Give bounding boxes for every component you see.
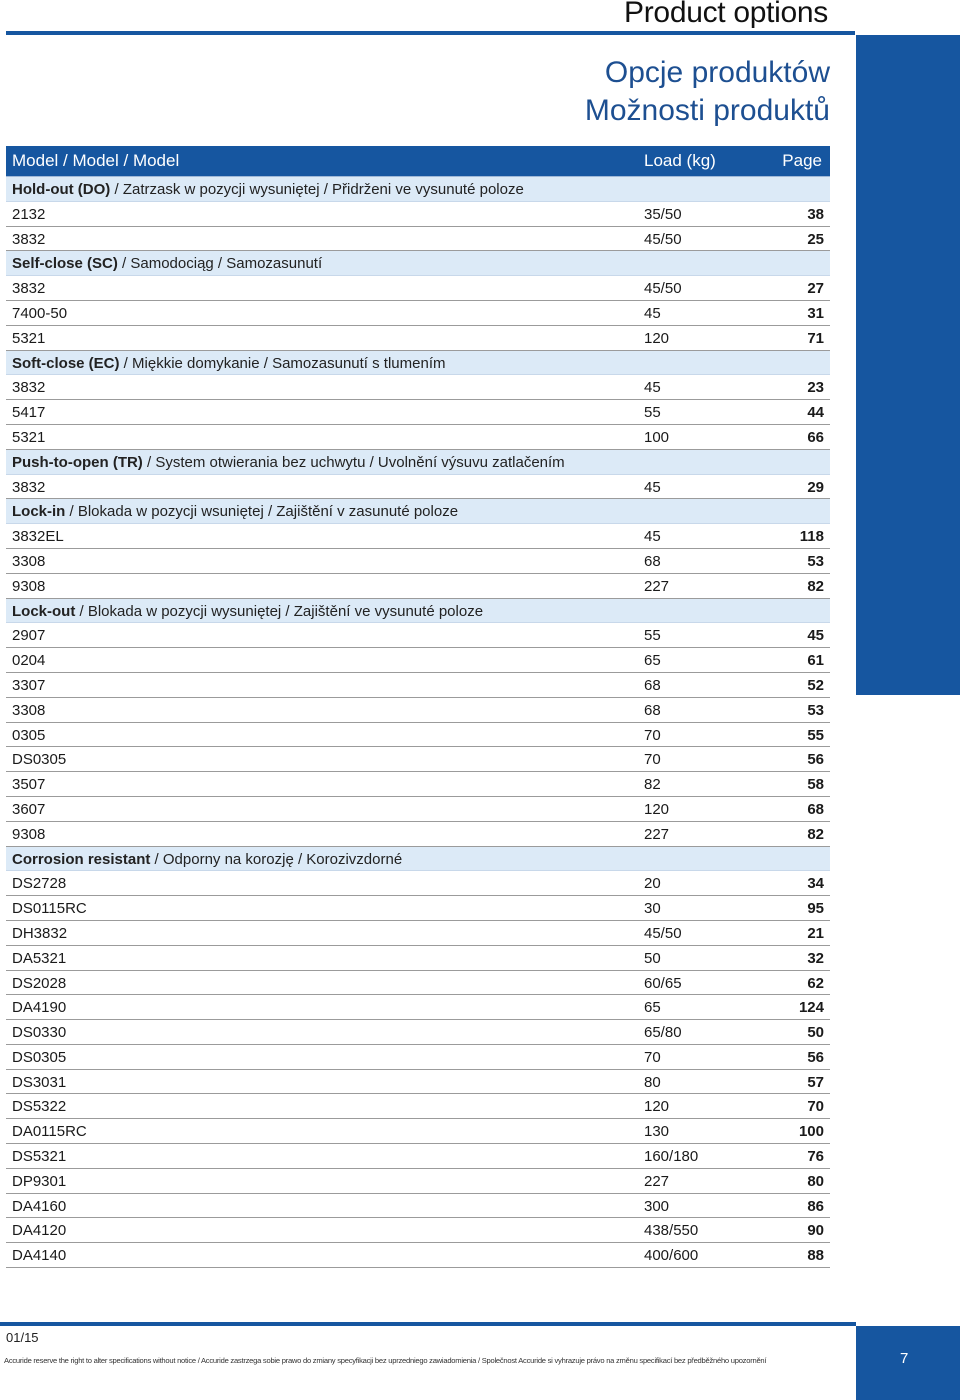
table-row	[6, 202, 830, 227]
page-cell: 21	[807, 924, 824, 942]
page-cell: 95	[807, 900, 824, 918]
model-cell: DS5321	[12, 1148, 67, 1166]
model-cell: 0204	[12, 652, 46, 670]
table-row	[6, 326, 830, 351]
load-cell: 120	[644, 329, 670, 347]
table-row	[6, 921, 830, 946]
load-cell: 160/180	[644, 1148, 699, 1166]
category-row	[6, 177, 830, 202]
page-cell: 44	[807, 404, 824, 422]
header-rule	[6, 31, 855, 35]
table-row	[6, 723, 830, 748]
category-label	[12, 355, 445, 372]
load-cell: 45/50	[644, 924, 682, 942]
table-row	[6, 971, 830, 996]
load-cell: 45	[644, 478, 661, 496]
table-row	[6, 797, 830, 822]
page-cell: 25	[807, 230, 824, 248]
category-row	[6, 251, 830, 276]
model-cell: 7400-50	[12, 304, 68, 322]
load-cell: 45	[644, 528, 661, 546]
page-cell: 76	[807, 1148, 824, 1166]
table-row	[6, 772, 830, 797]
page-cell: 124	[798, 999, 824, 1017]
table-row	[6, 1218, 830, 1243]
table-row	[6, 475, 830, 500]
load-cell: 227	[644, 825, 670, 843]
model-cell: 0305	[12, 726, 46, 744]
page-cell: 38	[807, 205, 824, 223]
load-cell: 20	[644, 875, 661, 893]
model-cell: 3832	[12, 230, 46, 248]
table-row	[6, 995, 830, 1020]
page-cell: 56	[807, 1048, 824, 1066]
model-cell: 2907	[12, 627, 46, 645]
table-row	[6, 1194, 830, 1219]
category-label	[12, 454, 565, 471]
page-cell: 71	[807, 329, 824, 347]
load-cell: 45	[644, 379, 661, 397]
load-cell: 100	[644, 428, 670, 446]
load-cell: 70	[644, 751, 661, 769]
category-label	[12, 181, 524, 198]
model-cell: 3832	[12, 478, 46, 496]
model-cell: 9308	[12, 577, 46, 595]
table-row	[6, 375, 830, 400]
table-row	[6, 673, 830, 698]
page-cell: 86	[807, 1197, 824, 1215]
column-header-load: Load (kg)	[644, 151, 716, 170]
table-row	[6, 574, 830, 599]
page-cell: 53	[807, 552, 824, 570]
table-row	[6, 698, 830, 723]
page-cell: 27	[807, 280, 824, 298]
model-cell: DA4140	[12, 1247, 67, 1265]
model-cell: 3308	[12, 552, 46, 570]
load-cell: 45/50	[644, 230, 682, 248]
model-cell: DA4160	[12, 1197, 67, 1215]
load-cell: 227	[644, 577, 670, 595]
category-name: Soft-close (EC)	[12, 354, 120, 372]
table-body	[6, 177, 830, 1268]
page-cell: 62	[807, 974, 824, 992]
model-cell: 5321	[12, 329, 46, 347]
product-options-table	[6, 146, 830, 1268]
page-cell: 32	[807, 949, 824, 967]
load-cell: 30	[644, 900, 661, 918]
model-cell: DA4190	[12, 999, 67, 1017]
model-cell: DS3031	[12, 1073, 67, 1091]
category-translations: / Samodociąg / Samozasunutí	[117, 255, 323, 273]
page-cell: 29	[807, 478, 824, 496]
page-cell: 70	[807, 1098, 824, 1116]
category-row	[6, 599, 830, 624]
category-translations: / Blokada w pozycji wsuniętej / Zajištění v zasunuté poloze	[65, 503, 459, 521]
table-row	[6, 1144, 830, 1169]
category-row	[6, 450, 830, 475]
page-cell: 50	[807, 1024, 824, 1042]
category-translations: / Blokada w pozycji wysuniętej / Zajištění ve vysunuté poloze	[75, 602, 484, 620]
category-translations: / Miękkie domykanie / Samozasunutí s tlumením	[119, 354, 446, 372]
load-cell: 82	[644, 776, 661, 794]
load-cell: 227	[644, 1172, 670, 1190]
page-cell: 53	[807, 701, 824, 719]
category-label	[12, 503, 458, 520]
page-cell: 45	[807, 627, 824, 645]
category-name: Corrosion resistant	[12, 850, 151, 868]
model-cell: 3308	[12, 701, 46, 719]
load-cell: 65	[644, 999, 661, 1017]
page-cell: 118	[799, 528, 824, 546]
page-cell: 58	[807, 776, 824, 794]
table-row	[6, 549, 830, 574]
load-cell: 80	[644, 1073, 661, 1091]
category-row	[6, 499, 830, 524]
page-title: Product options	[624, 0, 828, 29]
table-row	[6, 946, 830, 971]
model-cell: 5417	[12, 404, 46, 422]
category-name: Hold-out (DO)	[12, 181, 111, 198]
category-translations: / Zatrzask w pozycji wysuniętej / Přidrženi ve vysunuté poloze	[110, 181, 524, 198]
table-row	[6, 822, 830, 847]
category-translations: / Odporny na korozję / Korozivzdorné	[150, 850, 403, 868]
load-cell: 65	[644, 652, 661, 670]
table-row	[6, 1119, 830, 1144]
table-row	[6, 1045, 830, 1070]
model-cell: DS2028	[12, 974, 67, 992]
page-cell: 52	[807, 676, 824, 694]
model-cell: DH3832	[12, 924, 68, 942]
column-header-model: Model / Model / Model	[12, 151, 180, 170]
category-row	[6, 847, 830, 872]
table-row	[6, 1094, 830, 1119]
model-cell: 3307	[12, 676, 46, 694]
page-number: 7	[900, 1350, 909, 1367]
table-row	[6, 648, 830, 673]
model-cell: 5321	[12, 428, 46, 446]
page-cell: 55	[807, 726, 824, 744]
model-cell: 3507	[12, 776, 46, 794]
model-cell: 3832	[12, 280, 46, 298]
model-cell: 3832	[12, 379, 46, 397]
page-cell: 80	[807, 1172, 824, 1190]
load-cell: 68	[644, 701, 661, 719]
page-cell: 100	[798, 1123, 824, 1141]
table-row	[6, 1243, 830, 1268]
table-row	[6, 747, 830, 772]
category-row	[6, 351, 830, 376]
page-cell: 88	[807, 1247, 824, 1265]
load-cell: 300	[644, 1197, 670, 1215]
load-cell: 68	[644, 552, 661, 570]
category-label	[12, 603, 483, 620]
category-label	[12, 851, 402, 868]
table-row	[6, 1020, 830, 1045]
load-cell: 70	[644, 726, 661, 744]
model-cell: DS0330	[12, 1024, 67, 1042]
model-cell: DA0115RC	[12, 1123, 87, 1141]
subtitle-block	[585, 54, 830, 130]
model-cell: DS2728	[12, 875, 67, 893]
load-cell: 55	[644, 627, 661, 645]
table-header	[6, 146, 830, 177]
load-cell: 130	[644, 1123, 670, 1141]
model-cell: 3832EL	[12, 528, 64, 546]
load-cell: 55	[644, 404, 661, 422]
page-cell: 68	[807, 800, 824, 818]
category-name: Lock-in	[12, 503, 66, 521]
table-row	[6, 425, 830, 450]
page-cell: 61	[807, 652, 824, 670]
load-cell: 120	[644, 1098, 670, 1116]
load-cell: 60/65	[644, 974, 682, 992]
category-name: Push-to-open (TR)	[12, 453, 143, 471]
model-cell: DS0305	[12, 751, 67, 769]
page-cell: 34	[807, 875, 824, 893]
edition-date: 01/15	[6, 1330, 39, 1345]
model-cell: DS0305	[12, 1048, 67, 1066]
category-translations: / System otwierania bez uchwytu / Uvolnění výsuvu zatlačením	[142, 453, 565, 471]
page-cell: 82	[807, 825, 824, 843]
side-color-block	[856, 35, 960, 695]
table-row	[6, 896, 830, 921]
model-cell: DS0115RC	[12, 900, 87, 918]
model-cell: 3607	[12, 800, 46, 818]
column-header-page: Page	[782, 151, 822, 170]
load-cell: 120	[644, 800, 670, 818]
category-label	[12, 255, 322, 272]
footer-rule	[0, 1322, 856, 1326]
table-row	[6, 400, 830, 425]
page-cell: 82	[807, 577, 824, 595]
page-cell: 66	[807, 428, 824, 446]
table-row	[6, 227, 830, 252]
load-cell: 68	[644, 676, 661, 694]
table-row	[6, 1169, 830, 1194]
model-cell: 2132	[12, 205, 46, 223]
disclaimer-text: Accuride reserve the right to alter specifications without notice / Accuride zastrzega sobie prawo do zmiany specyfikacji bez uprzedniego zawiadomienia / Společnost Accuride si vyhrazuje právo na změnu specifikací bez předběžného upozornění	[4, 1356, 767, 1365]
page-cell: 31	[807, 304, 824, 322]
load-cell: 35/50	[644, 205, 682, 223]
table-row	[6, 524, 830, 549]
model-cell: 9308	[12, 825, 46, 843]
page-cell: 23	[807, 379, 824, 397]
page-cell: 56	[807, 751, 824, 769]
table-row	[6, 871, 830, 896]
load-cell: 70	[644, 1048, 661, 1066]
load-cell: 50	[644, 949, 661, 967]
load-cell: 65/80	[644, 1024, 682, 1042]
model-cell: DA5321	[12, 949, 67, 967]
table-row	[6, 1070, 830, 1095]
category-name: Self-close (SC)	[12, 255, 118, 273]
model-cell: DS5322	[12, 1098, 67, 1116]
model-cell: DA4120	[12, 1222, 67, 1240]
load-cell: 400/600	[644, 1247, 699, 1265]
subtitle-czech: Možnosti produktů	[584, 94, 830, 127]
table-row	[6, 301, 830, 326]
model-cell: DP9301	[12, 1172, 67, 1190]
load-cell: 438/550	[644, 1222, 699, 1240]
load-cell: 45/50	[644, 280, 682, 298]
table-row	[6, 623, 830, 648]
page-cell: 57	[807, 1073, 824, 1091]
page-cell: 90	[807, 1222, 824, 1240]
load-cell: 45	[644, 304, 661, 322]
table-row	[6, 276, 830, 301]
subtitle-polish: Opcje produktów	[604, 56, 830, 89]
category-name: Lock-out	[12, 602, 76, 620]
